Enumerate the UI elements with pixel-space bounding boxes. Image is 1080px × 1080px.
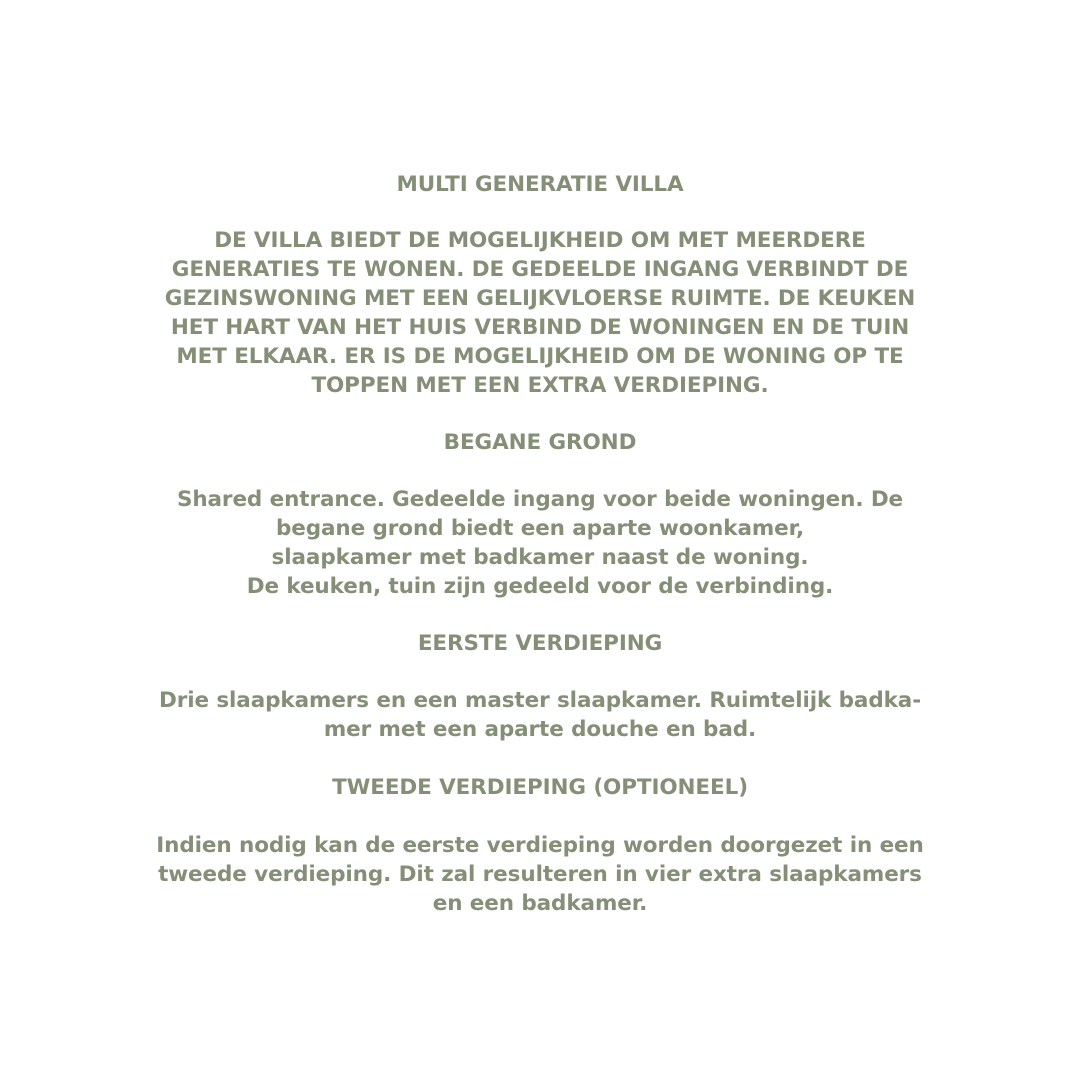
section-heading-text: EERSTE VERDIEPING (417, 631, 663, 656)
section-body-eerste-verdieping (100, 686, 980, 744)
body-line: Drie slaapkamers en een master slaapkamer. Ruimtelijk badka- (158, 688, 922, 713)
section-heading-text: TWEEDE VERDIEPING (OPTIONEEL) (332, 775, 748, 800)
title-line: MULTI GENERATIE VILLA (396, 172, 684, 197)
body-line: Shared entrance. Gedeelde ingang voor beide woningen. De (176, 487, 904, 512)
body-line: tweede verdieping. Dit zal resulteren in vier extra slaapkamers (158, 862, 922, 887)
body-line: Indien nodig kan de eerste verdieping worden doorgezet in een (156, 833, 924, 858)
body-line: De keuken, tuin zijn gedeeld voor de verbinding. (246, 574, 834, 599)
intro-line: GENERATIES TE WONEN. DE GEDEELDE INGANG VERBINDT DE (171, 257, 909, 282)
intro-line: DE VILLA BIEDT DE MOGELIJKHEID OM MET MEERDERE (214, 228, 866, 253)
body-line: begane grond biedt een aparte woonkamer, (275, 516, 805, 541)
section-body-begane-grond (100, 485, 980, 601)
intro-paragraph (100, 226, 980, 400)
page-title (100, 170, 980, 199)
section-heading-begane-grond (100, 428, 980, 457)
intro-line: MET ELKAAR. ER IS DE MOGELIJKHEID OM DE WONING OP TE (176, 344, 904, 369)
body-line: mer met een aparte douche en bad. (323, 717, 757, 742)
body-line: slaapkamer met badkamer naast de woning. (271, 545, 809, 570)
intro-line: TOPPEN MET EEN EXTRA VERDIEPING. (311, 373, 769, 398)
section-heading-text: BEGANE GROND (443, 430, 637, 455)
body-line: en een badkamer. (432, 891, 648, 916)
section-heading-eerste-verdieping (100, 629, 980, 658)
intro-line: HET HART VAN HET HUIS VERBIND DE WONINGEN EN DE TUIN (170, 315, 910, 340)
section-body-tweede-verdieping (100, 831, 980, 918)
intro-line: GEZINSWONING MET EEN GELIJKVLOERSE RUIMTE. DE KEUKEN (164, 286, 916, 311)
section-heading-tweede-verdieping (100, 773, 980, 802)
